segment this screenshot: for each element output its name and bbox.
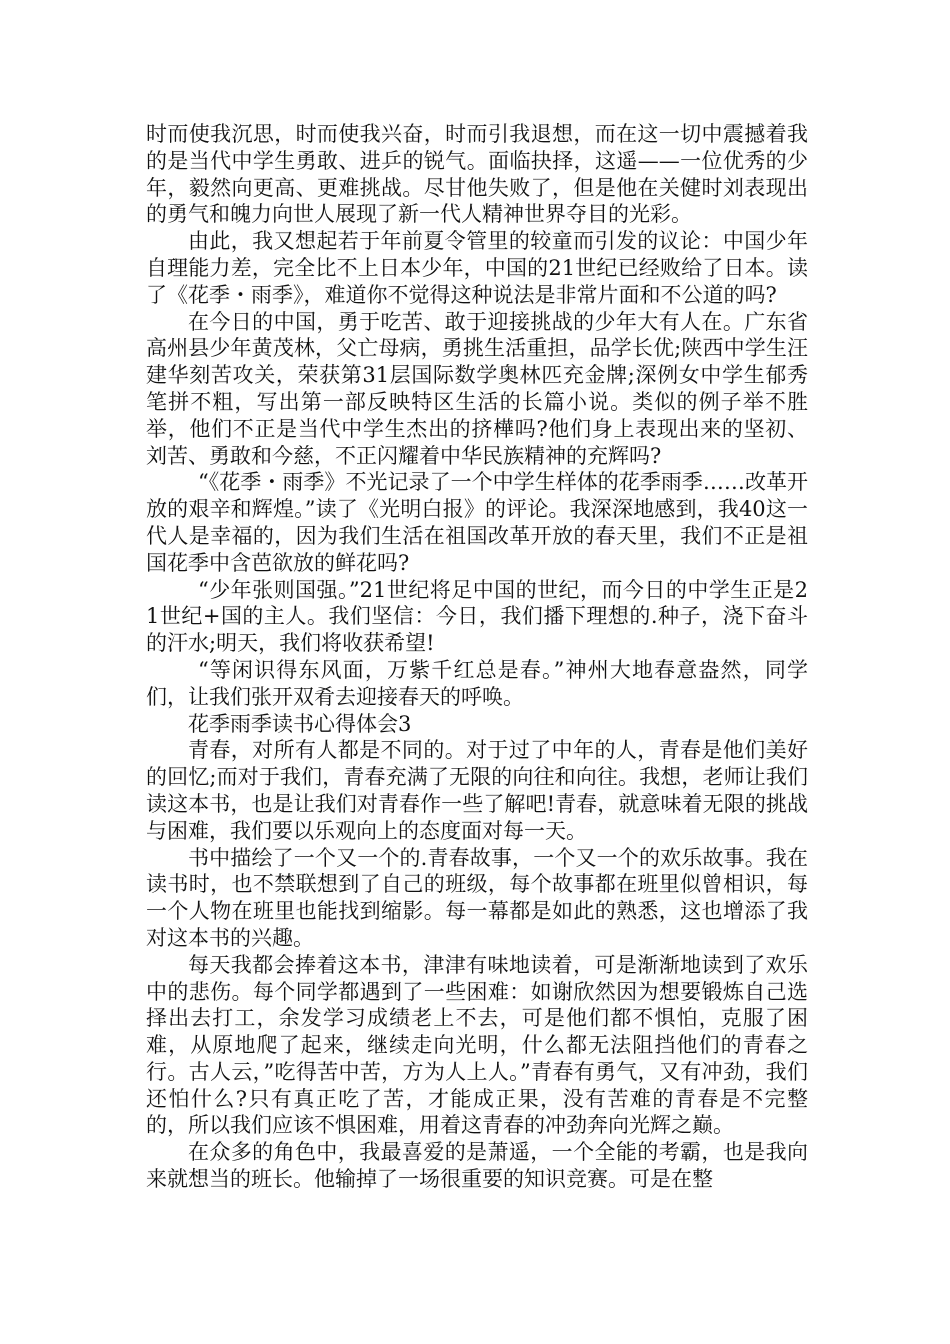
- paragraph: 青春，对所有人都是不同的。对于过了中年的人，青春是他们美好的回忆;而对于我们，青春充满了无限的向往和向往。我想，老师让我们读这本书，也是让我们对青春作一些了解吧!青春，就意味着无限的挑战与困难，我们要以乐观向上的态度面对每一天。: [146, 738, 808, 843]
- paragraph: “《花季・雨季》不光记录了一个中学生样体的花季雨季……改革开放的艰辛和辉煌。”读了《光明白报》的评论。我深深地感到，我40这一代人是幸福的，因为我们生活在祖国改革开放的春天里，我们不正是祖国花季中含芭欲放的鲜花吗?: [146, 470, 808, 575]
- paragraph: “少年张则国强。”21世纪将足中国的世纪，而今日的中学生正是21世纪+国的主人。我们坚信：今日，我们播下理想的.种子，浇下奋斗的汗水;明天，我们将收获希望!: [146, 577, 808, 656]
- paragraph: “等闲识得东风面，万紫千红总是春。”神州大地春意盎然，同学们，让我们张开双肴去迎接春天的呼唤。: [146, 657, 808, 709]
- section-heading: 花季雨季读书心得体会3: [188, 711, 412, 736]
- paragraph: 在今日的中国，勇于吃苦、敢于迎接挑战的少年大有人在。广东省高州县少年黄茂林，父亡母病，勇挑生活重担，品学长优;陕西中学生汪建华刻苦攻关，荣获第31层国际数学奥林匹充金牌;深例女中学生郁秀笔拼不粗，写出第一部反映特区生活的长篇小说。类似的例子举不胜举，他们不正是当代中学生杰出的挤樺吗?他们身上表现出来的坚初、刘苦、勇敢和今慈，不正闪耀着中华民族精神的充辉吗?: [146, 309, 808, 468]
- paragraph: 在众多的角色中，我最喜爱的是萧遥，一个全能的考霸，也是我向来就想当的班长。他输掉了一场很重要的知识竞赛。可是在整: [146, 1140, 808, 1192]
- paragraph: 由此，我又想起若于年前夏令管里的较童而引发的议论：中国少年自理能力差，完全比不上日本少年，中国的21世纪已经败给了日本。读了《花季・雨季》，难道你不觉得这种说法是非常片面和不公道的吗?: [146, 229, 808, 307]
- paragraph-continued: 时而使我沉思，时而使我兴奋，时而引我退想，而在这一切中震撼着我的是当代中学生勇敢、进乒的锐气。面临抉择，这遥——一位优秀的少年，毅然向更高、更难挑战。尽甘他失败了，但是他在关健时刘表现出的勇气和魄力向世人展现了新一代人精神世界夺目的光彩。: [146, 122, 808, 227]
- paragraph: 每天我都会捧着这本书，津津有味地读着，可是渐渐地读到了欢乐中的悲伤。每个同学都遇到了一些困难：如谢欣然因为想要锻炼自己选择出去打工，余发学习成绩老上不去，可是他们都不惧怕，克服了困难，从原地爬了起来，继续走向光明，什么都无法阻挡他们的青春之行。古人云，”吃得苦中苦，方为人上人。”青春有勇气，又有冲劲，我们还怕什么?只有真正吃了苦，才能成正果，没有苦难的青春是不完整的，所以我们应该不惧困难，用着这青春的冲劲奔向光辉之巅。: [146, 952, 808, 1138]
- document-body: [146, 121, 808, 1193]
- paragraph: 书中描绘了一个又一个的.青春故事，一个又一个的欢乐故事。我在读书时，也不禁联想到了自己的班级，每个故事都在班里似曾相识，每一个人物在班里也能找到缩影。每一幕都是如此的熟悉，这也增添了我对这本书的兴趣。: [146, 845, 808, 950]
